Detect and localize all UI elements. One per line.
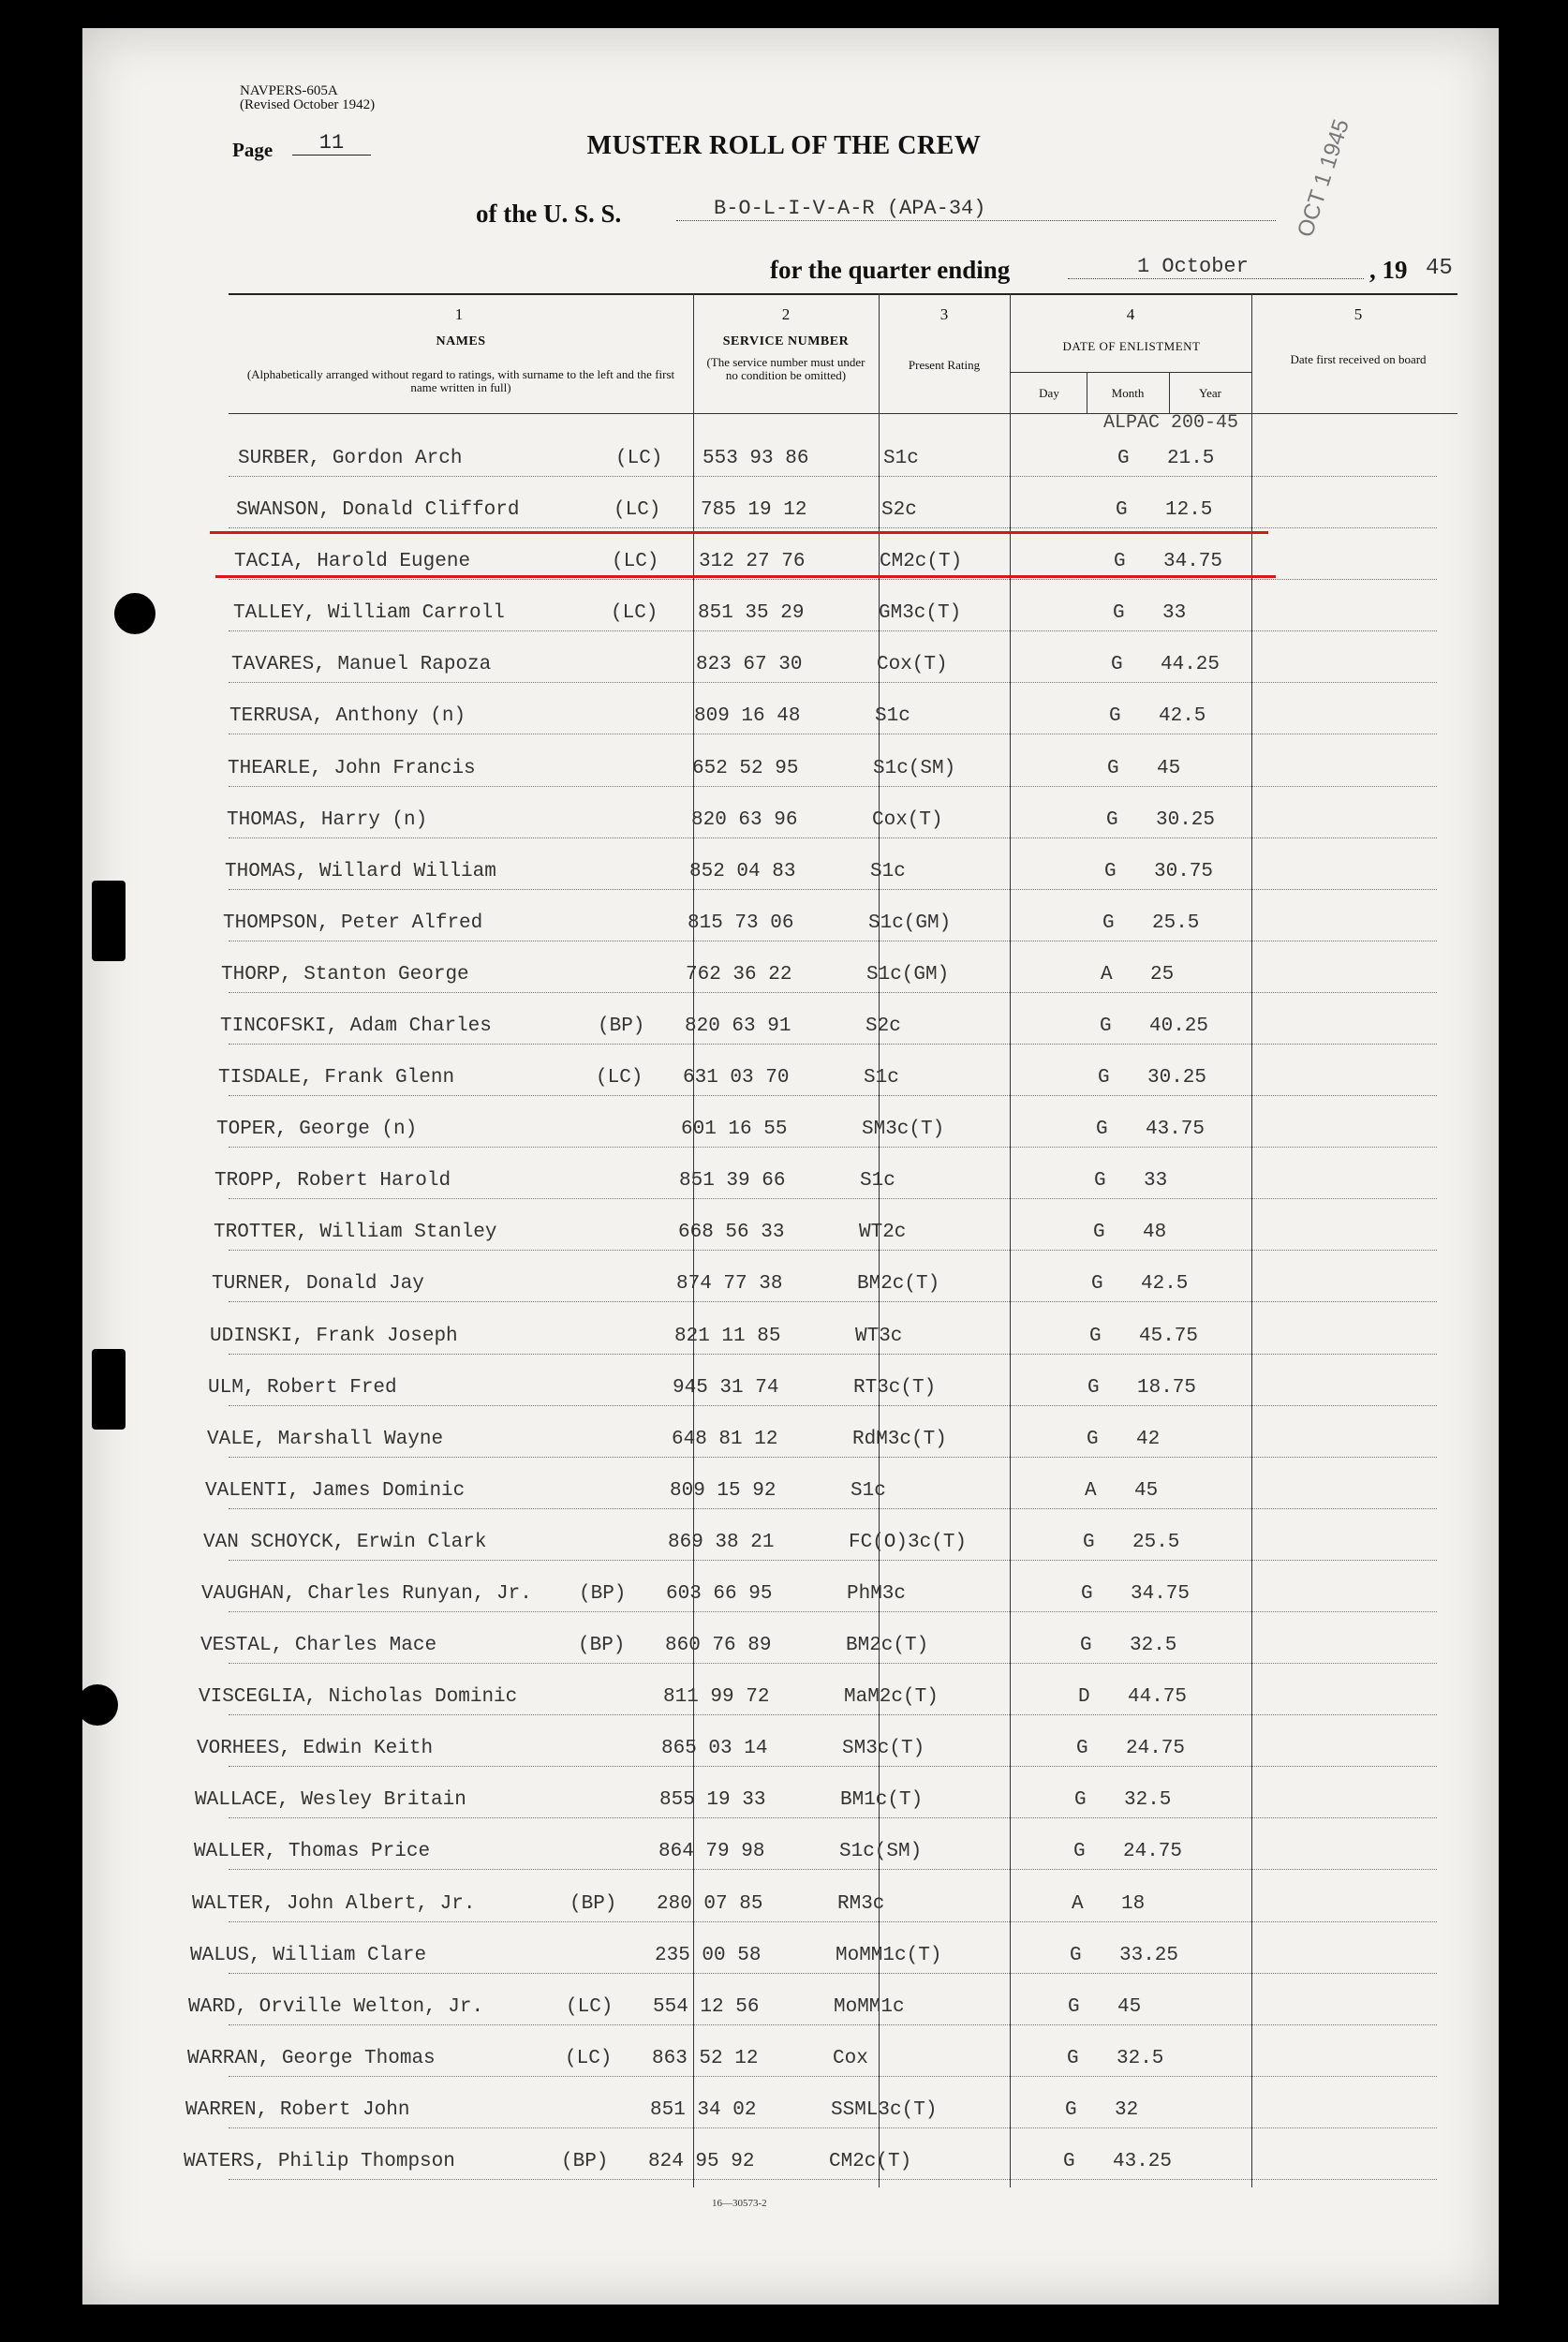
crew-enlist-year: 42.5 <box>1159 705 1206 727</box>
row-rule <box>229 476 1437 477</box>
crew-enlist-month: G <box>1067 2048 1079 2069</box>
crew-service-number: 815 73 06 <box>688 912 794 934</box>
crew-name: TOPER, George (n) <box>216 1119 418 1140</box>
crew-name: VAUGHAN, Charles Runyan, Jr. <box>201 1583 532 1605</box>
row-rule <box>229 1869 1437 1870</box>
crew-service-number: 603 66 95 <box>666 1583 773 1605</box>
crew-rating: SM3c(T) <box>842 1738 925 1759</box>
crew-row <box>0 492 1568 529</box>
row-rule <box>229 1817 1437 1818</box>
crew-service-number: 554 12 56 <box>653 1996 760 2018</box>
form-revised: (Revised October 1942) <box>240 97 376 112</box>
row-rule <box>229 1611 1437 1612</box>
crew-rating: CM2c(T) <box>880 551 963 572</box>
row-rule <box>229 992 1437 993</box>
crew-enlist-year: 30.75 <box>1154 861 1214 882</box>
crew-row <box>0 1318 1568 1356</box>
crew-enlist-month: G <box>1113 602 1125 624</box>
crew-service-number: 809 15 92 <box>670 1480 777 1502</box>
crew-row <box>0 956 1568 994</box>
crew-service-number: 762 36 22 <box>686 964 792 986</box>
crew-enlist-month: G <box>1087 1429 1099 1450</box>
crew-name: WARD, Orville Welton, Jr. <box>188 1996 484 2018</box>
col5-title: Date first received on board <box>1290 352 1427 366</box>
crew-rating: SSML3c(T) <box>831 2099 938 2121</box>
crew-service-number: 851 35 29 <box>698 602 805 624</box>
crew-name: VAN SCHOYCK, Erwin Clark <box>203 1532 487 1553</box>
crew-service-number: 945 31 74 <box>673 1377 779 1399</box>
crew-enlist-month: A <box>1072 1893 1084 1915</box>
crew-row <box>0 1679 1568 1716</box>
crew-enlist-year: 34.75 <box>1131 1583 1191 1605</box>
crew-enlist-month: G <box>1063 2151 1075 2172</box>
crew-row <box>0 1214 1568 1252</box>
year-suffix: 45 <box>1426 256 1453 281</box>
crew-enlist-month: G <box>1096 1119 1108 1140</box>
crew-enlist-year: 45 <box>1157 758 1181 779</box>
crew-enlist-month: G <box>1106 809 1118 831</box>
crew-enlist-year: 30.25 <box>1147 1067 1207 1089</box>
row-rule <box>229 1921 1437 1922</box>
crew-name: WALLER, Thomas Price <box>194 1841 431 1862</box>
crew-name: UDINSKI, Frank Joseph <box>210 1326 458 1347</box>
row-rule <box>229 1147 1437 1148</box>
crew-enlist-month: A <box>1101 964 1113 986</box>
form-print-code: 16—30573-2 <box>712 2198 767 2209</box>
crew-service-number: 865 03 14 <box>661 1738 768 1759</box>
crew-row <box>0 1060 1568 1097</box>
crew-rating: S1c(SM) <box>873 758 956 779</box>
crew-name: THOMAS, Willard William <box>225 861 496 882</box>
row-rule <box>229 579 1437 580</box>
row-rule <box>229 786 1437 787</box>
crew-rating: S1c <box>883 448 919 469</box>
crew-enlist-year: 45 <box>1134 1480 1159 1502</box>
crew-service-number: 785 19 12 <box>701 499 807 521</box>
crew-name: TAVARES, Manuel Rapoza <box>231 654 492 675</box>
crew-service-number: 855 19 33 <box>659 1789 766 1811</box>
row-rule <box>229 889 1437 890</box>
crew-enlist-month: G <box>1074 1789 1087 1811</box>
crew-enlist-month: G <box>1091 1273 1103 1295</box>
col5-number: 5 <box>1354 305 1363 323</box>
highlight-line-bottom <box>215 575 1276 578</box>
crew-enlist-month: G <box>1065 2099 1077 2121</box>
crew-name: THOMPSON, Peter Alfred <box>223 912 483 934</box>
col4-title: DATE OF ENLISTMENT <box>1062 339 1201 353</box>
row-rule <box>229 2024 1437 2025</box>
crew-service-number: 823 67 30 <box>696 654 803 675</box>
crew-service-number: 869 38 21 <box>668 1532 775 1553</box>
crew-row <box>0 1111 1568 1149</box>
row-rule <box>229 1250 1437 1251</box>
received-stamp: OCT 1 1945 <box>1293 116 1354 241</box>
row-rule <box>229 1663 1437 1664</box>
crew-service-number: 851 34 02 <box>650 2099 757 2121</box>
row-rule <box>229 1301 1437 1302</box>
crew-row <box>0 802 1568 839</box>
crew-rating: S1c <box>870 861 906 882</box>
crew-name: THOMAS, Harry (n) <box>227 809 428 831</box>
crew-enlist-month: A <box>1085 1480 1097 1502</box>
crew-enlist-month: G <box>1100 1015 1112 1037</box>
col4-number: 4 <box>1126 305 1135 323</box>
crew-row <box>0 1473 1568 1510</box>
row-rule <box>229 837 1437 838</box>
crew-name: TERRUSA, Anthony (n) <box>229 705 466 727</box>
crew-service-number: 820 63 96 <box>691 809 798 831</box>
crew-enlist-month: G <box>1114 551 1126 572</box>
crew-name: VISCEGLIA, Nicholas Dominic <box>199 1686 518 1708</box>
crew-enlist-month: G <box>1111 654 1123 675</box>
crew-name: WALLACE, Wesley Britain <box>195 1789 466 1811</box>
crew-enlist-month: G <box>1080 1635 1092 1656</box>
crew-rating: S2c <box>881 499 917 521</box>
crew-enlist-month: G <box>1094 1170 1106 1192</box>
crew-tag: (LC) <box>596 1067 643 1089</box>
page-title: MUSTER ROLL OF THE CREW <box>586 131 982 160</box>
crew-row <box>0 1163 1568 1200</box>
crew-rating: FC(O)3c(T) <box>849 1532 968 1553</box>
crew-enlist-month: G <box>1083 1532 1095 1553</box>
crew-name: TALLEY, William Carroll <box>233 602 505 624</box>
row-rule <box>229 1354 1437 1355</box>
form-id: NAVPERS-605A <box>240 83 338 98</box>
crew-name: WARREN, Robert John <box>185 2099 410 2121</box>
crew-rating: PhM3c <box>847 1583 907 1605</box>
crew-name: TISDALE, Frank Glenn <box>218 1067 455 1089</box>
crew-service-number: 820 63 91 <box>685 1015 791 1037</box>
crew-tag: (BP) <box>570 1893 617 1915</box>
row-rule <box>229 630 1437 631</box>
crew-name: VALENTI, James Dominic <box>205 1480 466 1502</box>
crew-row <box>0 1008 1568 1045</box>
crew-tag: (BP) <box>579 1583 627 1605</box>
row-rule <box>229 682 1437 683</box>
row-rule <box>229 2127 1437 2128</box>
crew-enlist-year: 32 <box>1115 2099 1139 2121</box>
col4-day: Day <box>1039 386 1059 400</box>
crew-enlist-year: 45 <box>1117 1996 1142 2018</box>
crew-enlist-month: D <box>1078 1686 1090 1708</box>
crew-name: SURBER, Gordon Arch <box>238 448 463 469</box>
crew-rating: S1c <box>851 1480 886 1502</box>
page-label: Page <box>232 139 274 161</box>
col1-title: NAMES <box>436 334 486 348</box>
crew-service-number: 631 03 70 <box>683 1067 790 1089</box>
crew-enlist-month: G <box>1076 1738 1088 1759</box>
crew-enlist-year: 25.5 <box>1152 912 1200 934</box>
crew-rating: BM2c(T) <box>857 1273 940 1295</box>
crew-name: THEARLE, John Francis <box>228 758 476 779</box>
crew-rating: CM2c(T) <box>829 2151 912 2172</box>
crew-row <box>0 1576 1568 1613</box>
col3-title: Present Rating <box>908 358 981 372</box>
crew-row <box>0 2040 1568 2078</box>
crew-enlist-year: 33.25 <box>1119 1945 1179 1966</box>
crew-rating: GM3c(T) <box>879 602 962 624</box>
crew-name: TURNER, Donald Jay <box>212 1273 424 1295</box>
row-rule <box>229 1044 1437 1045</box>
crew-name: TINCOFSKI, Adam Charles <box>220 1015 492 1037</box>
crew-enlist-year: 40.25 <box>1149 1015 1209 1037</box>
crew-enlist-year: 18.75 <box>1137 1377 1197 1399</box>
crew-row <box>0 905 1568 942</box>
crew-enlist-year: 42 <box>1136 1429 1161 1450</box>
crew-row <box>0 1989 1568 2026</box>
crew-name: TROPP, Robert Harold <box>214 1170 451 1192</box>
row-rule <box>229 1560 1437 1561</box>
crew-row <box>0 1370 1568 1407</box>
crew-enlist-month: G <box>1081 1583 1093 1605</box>
col2-number: 2 <box>781 305 791 323</box>
crew-name: THORP, Stanton George <box>221 964 469 986</box>
crew-rating: Cox(T) <box>872 809 943 831</box>
crew-enlist-year: 12.5 <box>1165 499 1213 521</box>
crew-service-number: 601 16 55 <box>681 1119 788 1140</box>
crew-rating: WT2c <box>859 1222 907 1243</box>
crew-enlist-year: 48 <box>1143 1222 1167 1243</box>
crew-row <box>0 1782 1568 1819</box>
col2-title: SERVICE NUMBER <box>722 334 850 348</box>
crew-row <box>0 1266 1568 1303</box>
crew-row <box>0 595 1568 632</box>
crew-name: SWANSON, Donald Clifford <box>236 499 520 521</box>
crew-enlist-year: 24.75 <box>1123 1841 1183 1862</box>
crew-tag: (LC) <box>611 602 658 624</box>
enlistment-subhead-rule <box>1010 372 1251 373</box>
highlight-line-top <box>210 531 1268 534</box>
crew-tag: (BP) <box>578 1635 626 1656</box>
crew-rating: S1c(GM) <box>868 912 952 934</box>
table-top-rule <box>229 293 1457 295</box>
crew-name: TROTTER, William Stanley <box>214 1222 497 1243</box>
crew-rating: WT3c <box>855 1326 903 1347</box>
crew-service-number: 553 93 86 <box>703 448 809 469</box>
crew-rating: Cox(T) <box>877 654 948 675</box>
crew-enlist-month: G <box>1068 1996 1080 2018</box>
crew-enlist-year: 43.25 <box>1113 2151 1173 2172</box>
crew-enlist-month: G <box>1117 448 1130 469</box>
crew-row <box>0 1833 1568 1871</box>
crew-enlist-year: 33 <box>1162 602 1187 624</box>
crew-enlist-month: G <box>1070 1945 1082 1966</box>
crew-enlist-year: 32.5 <box>1117 2048 1164 2069</box>
row-rule <box>229 1198 1437 1199</box>
col1-note: (Alphabetically arranged without regard to ratings, with surname to the left and the first name written in full) <box>246 367 675 394</box>
crew-rating: SM3c(T) <box>862 1119 945 1140</box>
crew-service-number: 874 77 38 <box>676 1273 783 1295</box>
crew-rating: S1c <box>875 705 910 727</box>
crew-service-number: 312 27 76 <box>699 551 806 572</box>
row-rule <box>229 1405 1437 1406</box>
crew-row <box>0 1627 1568 1665</box>
crew-enlist-month: G <box>1089 1326 1102 1347</box>
crew-row <box>0 1524 1568 1562</box>
crew-service-number: 864 79 98 <box>658 1841 765 1862</box>
crew-rating: RM3c <box>837 1893 885 1915</box>
crew-service-number: 851 39 66 <box>679 1170 786 1192</box>
row-rule <box>229 1766 1437 1767</box>
row-rule <box>229 2179 1437 2180</box>
ship-name: B-O-L-I-V-A-R (APA-34) <box>676 197 1276 221</box>
crew-rating: Cox <box>833 2048 868 2069</box>
alpac-note: ALPAC 200-45 <box>1103 412 1239 434</box>
quarter-label: for the quarter ending <box>770 256 1011 284</box>
crew-name: ULM, Robert Fred <box>208 1377 397 1399</box>
crew-enlist-year: 32.5 <box>1130 1635 1177 1656</box>
crew-row <box>0 1886 1568 1923</box>
crew-rating: BM2c(T) <box>846 1635 929 1656</box>
crew-rating: MoMM1c(T) <box>836 1945 942 1966</box>
crew-name: WATERS, Philip Thompson <box>184 2151 455 2172</box>
crew-enlist-month: G <box>1087 1377 1100 1399</box>
crew-enlist-year: 25.5 <box>1132 1532 1180 1553</box>
crew-name: WARRAN, George Thomas <box>187 2048 436 2069</box>
crew-enlist-year: 32.5 <box>1124 1789 1172 1811</box>
ship-label: of the U. S. S. <box>476 200 622 228</box>
crew-rating: BM1c(T) <box>840 1789 924 1811</box>
crew-service-number: 821 11 85 <box>674 1326 781 1347</box>
crew-service-number: 809 16 48 <box>694 705 801 727</box>
crew-enlist-month: G <box>1093 1222 1105 1243</box>
crew-enlist-year: 30.25 <box>1156 809 1216 831</box>
crew-rating: S1c <box>864 1067 899 1089</box>
row-rule <box>229 1973 1437 1974</box>
row-rule <box>229 1508 1437 1509</box>
col2-note: (The service number must under no condition be omitted) <box>706 355 865 382</box>
crew-tag: (LC) <box>615 448 663 469</box>
crew-service-number: 824 95 92 <box>648 2151 755 2172</box>
crew-service-number: 668 56 33 <box>678 1222 785 1243</box>
crew-name: VESTAL, Charles Mace <box>200 1635 437 1656</box>
header-bottom-rule <box>229 413 1457 414</box>
crew-rating: MaM2c(T) <box>844 1686 939 1708</box>
crew-enlist-year: 45.75 <box>1139 1326 1199 1347</box>
row-rule <box>229 527 1437 528</box>
crew-enlist-month: G <box>1073 1841 1086 1862</box>
crew-rating: S2c <box>865 1015 901 1037</box>
crew-enlist-year: 44.75 <box>1128 1686 1188 1708</box>
crew-service-number: 852 04 83 <box>689 861 796 882</box>
crew-row <box>0 1730 1568 1768</box>
crew-rating: RT3c(T) <box>853 1377 937 1399</box>
crew-enlist-month: G <box>1104 861 1117 882</box>
crew-service-number: 860 76 89 <box>665 1635 772 1656</box>
crew-rating: S1c(SM) <box>839 1841 923 1862</box>
crew-row <box>0 750 1568 788</box>
crew-enlist-year: 42.5 <box>1141 1273 1189 1295</box>
crew-tag: (BP) <box>598 1015 645 1037</box>
page-number: 11 <box>292 131 371 156</box>
crew-enlist-year: 44.25 <box>1161 654 1220 675</box>
crew-rating: S1c <box>860 1170 895 1192</box>
crew-enlist-month: G <box>1116 499 1128 521</box>
crew-enlist-month: G <box>1098 1067 1110 1089</box>
crew-name: WALTER, John Albert, Jr. <box>192 1893 476 1915</box>
crew-tag: (LC) <box>612 551 659 572</box>
crew-enlist-year: 43.75 <box>1146 1119 1206 1140</box>
crew-row <box>0 440 1568 478</box>
form-identifier <box>240 84 375 112</box>
crew-enlist-year: 24.75 <box>1126 1738 1186 1759</box>
crew-row <box>0 853 1568 891</box>
crew-service-number: 863 52 12 <box>652 2048 759 2069</box>
crew-enlist-year: 25 <box>1150 964 1175 986</box>
col4-year: Year <box>1199 386 1221 400</box>
row-rule <box>229 1457 1437 1458</box>
crew-enlist-month: G <box>1109 705 1121 727</box>
crew-rating: S1c(GM) <box>866 964 950 986</box>
crew-enlist-year: 21.5 <box>1167 448 1215 469</box>
crew-name: TACIA, Harold Eugene <box>234 551 471 572</box>
row-rule <box>229 1095 1437 1096</box>
crew-enlist-month: G <box>1102 912 1115 934</box>
crew-name: WALUS, William Clare <box>190 1945 427 1966</box>
crew-row <box>0 2092 1568 2129</box>
crew-name: VALE, Marshall Wayne <box>207 1429 444 1450</box>
crew-tag: (BP) <box>561 2151 609 2172</box>
crew-row <box>0 698 1568 735</box>
year-prefix: , 19 <box>1369 256 1408 284</box>
crew-service-number: 280 07 85 <box>657 1893 763 1915</box>
quarter-date: 1 October <box>1068 255 1364 279</box>
crew-enlist-year: 33 <box>1144 1170 1168 1192</box>
crew-tag: (LC) <box>565 2048 613 2069</box>
crew-tag: (LC) <box>614 499 661 521</box>
crew-name: VORHEES, Edwin Keith <box>197 1738 434 1759</box>
crew-tag: (LC) <box>566 1996 614 2018</box>
crew-service-number: 811 99 72 <box>663 1686 770 1708</box>
col1-number: 1 <box>454 305 464 323</box>
crew-row <box>0 646 1568 684</box>
crew-enlist-month: G <box>1107 758 1119 779</box>
row-rule <box>229 2076 1437 2077</box>
crew-row <box>0 1421 1568 1459</box>
crew-service-number: 652 52 95 <box>692 758 799 779</box>
crew-service-number: 235 00 58 <box>655 1945 762 1966</box>
crew-service-number: 648 81 12 <box>672 1429 778 1450</box>
crew-rating: MoMM1c <box>834 1996 905 2018</box>
crew-rating: RdM3c(T) <box>852 1429 947 1450</box>
crew-enlist-year: 18 <box>1121 1893 1146 1915</box>
crew-row <box>0 1937 1568 1975</box>
col4-month: Month <box>1111 386 1145 400</box>
row-rule <box>229 1714 1437 1715</box>
crew-row <box>0 2143 1568 2181</box>
col3-number: 3 <box>939 305 949 323</box>
crew-enlist-year: 34.75 <box>1163 551 1223 572</box>
